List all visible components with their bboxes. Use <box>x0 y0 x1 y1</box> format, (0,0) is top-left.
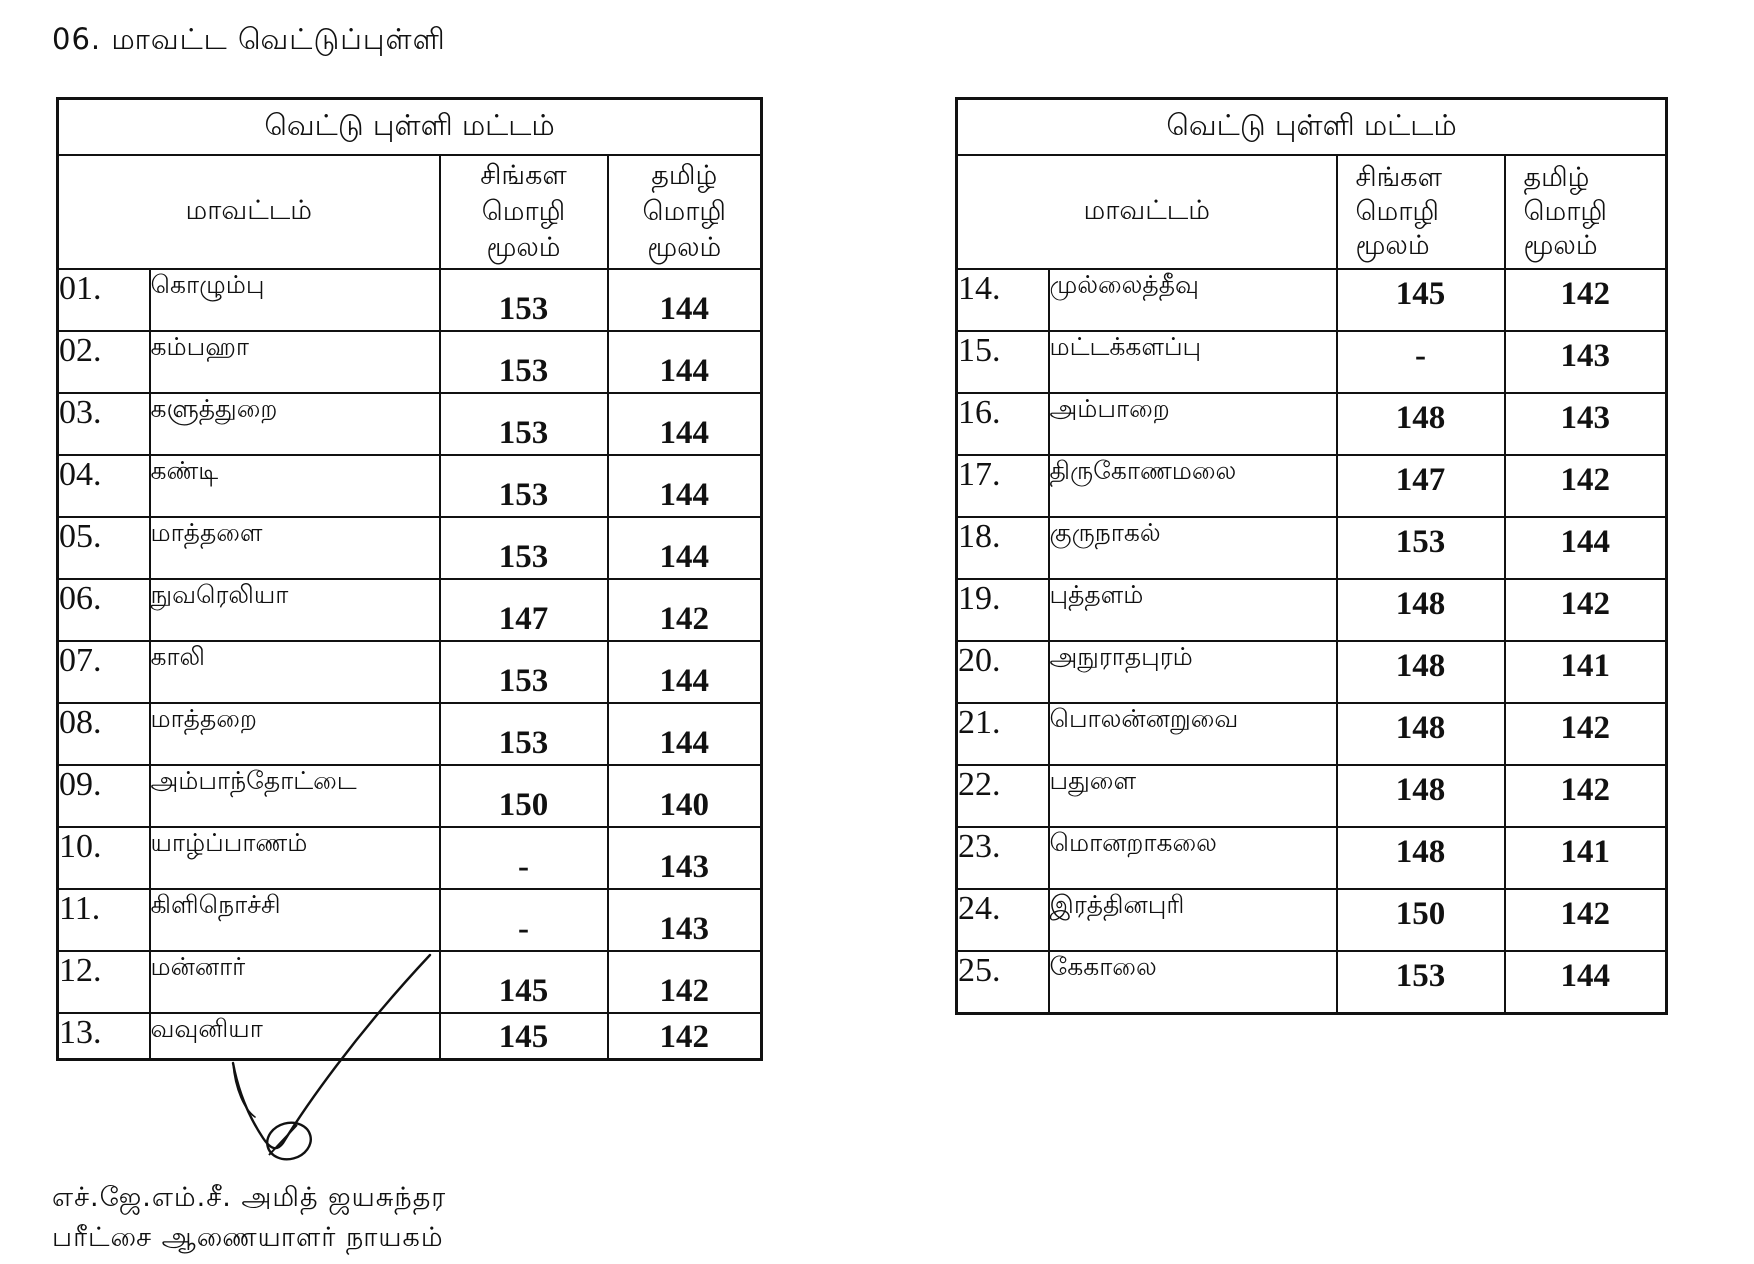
sinhala-cutoff-value: 148 <box>1337 579 1505 641</box>
district-name: யாழ்ப்பாணம் <box>150 827 440 889</box>
table-title: வெட்டு புள்ளி மட்டம் <box>58 99 762 156</box>
signature-mark <box>225 945 455 1175</box>
tamil-cutoff-value: 144 <box>608 455 762 517</box>
row-number: 20. <box>957 641 1049 703</box>
sinhala-cutoff-value: 153 <box>440 455 608 517</box>
tamil-cutoff-value: 144 <box>608 641 762 703</box>
district-name: காலி <box>150 641 440 703</box>
district-name: மாத்தளை <box>150 517 440 579</box>
table-row <box>957 889 1667 951</box>
district-name: கேகாலை <box>1049 951 1337 1013</box>
table-row <box>58 517 762 579</box>
row-number: 15. <box>957 331 1049 393</box>
tamil-cutoff-value: 142 <box>608 579 762 641</box>
district-name: இரத்தினபுரி <box>1049 889 1337 951</box>
table-row <box>957 703 1667 765</box>
cutoff-table-right <box>955 97 1668 1015</box>
header-line: தமிழ் <box>1523 162 1590 193</box>
row-number: 14. <box>957 269 1049 331</box>
row-number: 10. <box>58 827 150 889</box>
table-row <box>58 889 762 951</box>
table-row <box>957 641 1667 703</box>
header-line: மூலம் <box>1355 230 1430 261</box>
tamil-cutoff-value: 142 <box>1505 703 1667 765</box>
district-name: அம்பாந்தோட்டை <box>150 765 440 827</box>
sinhala-cutoff-value: 145 <box>440 1013 608 1059</box>
sinhala-cutoff-value: - <box>440 889 608 951</box>
signatory-block <box>52 1178 446 1258</box>
tamil-cutoff-value: 142 <box>608 1013 762 1059</box>
district-name: நுவரெலியா <box>150 579 440 641</box>
table-row <box>957 269 1667 331</box>
table-row <box>957 517 1667 579</box>
header-line: மொழி <box>1355 196 1439 227</box>
district-name: மாத்தறை <box>150 703 440 765</box>
district-name: கொழும்பு <box>150 269 440 331</box>
sinhala-cutoff-value: 147 <box>440 579 608 641</box>
district-name: பொலன்னறுவை <box>1049 703 1337 765</box>
tamil-cutoff-value: 142 <box>608 951 762 1013</box>
header-line: மொழி <box>642 196 726 227</box>
row-number: 17. <box>957 455 1049 517</box>
tamil-cutoff-value: 144 <box>1505 517 1667 579</box>
sinhala-cutoff-value: 153 <box>440 517 608 579</box>
tamil-cutoff-value: 143 <box>608 827 762 889</box>
row-number: 24. <box>957 889 1049 951</box>
sinhala-cutoff-value: 150 <box>440 765 608 827</box>
tamil-cutoff-value: 144 <box>608 517 762 579</box>
row-number: 11. <box>58 889 150 951</box>
row-number: 21. <box>957 703 1049 765</box>
row-number: 13. <box>58 1013 150 1059</box>
table-row <box>957 455 1667 517</box>
row-number: 06. <box>58 579 150 641</box>
sinhala-cutoff-value: 150 <box>1337 889 1505 951</box>
tamil-cutoff-value: 142 <box>1505 269 1667 331</box>
tamil-cutoff-value: 142 <box>1505 455 1667 517</box>
row-number: 04. <box>58 455 150 517</box>
row-number: 18. <box>957 517 1049 579</box>
sinhala-cutoff-value: 153 <box>1337 517 1505 579</box>
sinhala-cutoff-value: 153 <box>440 331 608 393</box>
cutoff-table-left <box>56 97 763 1061</box>
district-name: கம்பஹா <box>150 331 440 393</box>
sinhala-cutoff-value: 153 <box>440 393 608 455</box>
row-number: 07. <box>58 641 150 703</box>
district-column-header: மாவட்டம் <box>58 155 440 269</box>
district-name: திருகோணமலை <box>1049 455 1337 517</box>
table-row <box>58 641 762 703</box>
district-name: மன்னார் <box>150 951 440 1013</box>
signatory-title: பரீட்சை ஆணையாளர் நாயகம் <box>52 1222 444 1253</box>
table-row <box>957 331 1667 393</box>
tamil-cutoff-value: 144 <box>608 703 762 765</box>
row-number: 03. <box>58 393 150 455</box>
header-line: மொழி <box>481 196 566 227</box>
header-line: மூலம் <box>486 232 561 263</box>
row-number: 19. <box>957 579 1049 641</box>
signatory-name: எச்.ஜே.எம்.சீ. அமித் ஜயசுந்தர <box>52 1182 447 1213</box>
sinhala-cutoff-value: 148 <box>1337 703 1505 765</box>
row-number: 09. <box>58 765 150 827</box>
row-number: 01. <box>58 269 150 331</box>
table-row <box>58 827 762 889</box>
district-name: களுத்துறை <box>150 393 440 455</box>
tamil-cutoff-value: 143 <box>608 889 762 951</box>
table-row <box>58 331 762 393</box>
district-name: வவுனியா <box>150 1013 440 1059</box>
sinhala-cutoff-value: 145 <box>440 951 608 1013</box>
row-number: 02. <box>58 331 150 393</box>
table-row <box>957 951 1667 1013</box>
header-line: தமிழ் <box>651 160 718 191</box>
row-number: 05. <box>58 517 150 579</box>
sinhala-cutoff-value: 147 <box>1337 455 1505 517</box>
tamil-cutoff-value: 141 <box>1505 641 1667 703</box>
district-name: அம்பாறை <box>1049 393 1337 455</box>
table-row <box>957 393 1667 455</box>
table-row <box>957 579 1667 641</box>
district-name: மட்டக்களப்பு <box>1049 331 1337 393</box>
tamil-cutoff-value: 143 <box>1505 393 1667 455</box>
header-line: மூலம் <box>1523 230 1598 261</box>
sinhala-cutoff-value: 145 <box>1337 269 1505 331</box>
district-name: முல்லைத்தீவு <box>1049 269 1337 331</box>
table-row <box>957 827 1667 889</box>
sinhala-cutoff-value: 148 <box>1337 641 1505 703</box>
row-number: 08. <box>58 703 150 765</box>
table-row <box>58 579 762 641</box>
tamil-cutoff-value: 140 <box>608 765 762 827</box>
tamil-cutoff-value: 142 <box>1505 889 1667 951</box>
row-number: 23. <box>957 827 1049 889</box>
district-name: மொனறாகலை <box>1049 827 1337 889</box>
sinhala-cutoff-value: - <box>440 827 608 889</box>
table-title: வெட்டு புள்ளி மட்டம் <box>957 99 1667 156</box>
tamil-cutoff-value: 144 <box>608 393 762 455</box>
table-row <box>58 765 762 827</box>
row-number: 12. <box>58 951 150 1013</box>
row-number: 16. <box>957 393 1049 455</box>
tamil-cutoff-value: 144 <box>608 331 762 393</box>
district-name: பதுளை <box>1049 765 1337 827</box>
tamil-cutoff-value: 144 <box>608 269 762 331</box>
sinhala-cutoff-value: 153 <box>440 703 608 765</box>
tamil-cutoff-value: 142 <box>1505 579 1667 641</box>
district-name: புத்தளம் <box>1049 579 1337 641</box>
district-column-header: மாவட்டம் <box>957 155 1337 269</box>
tamil-medium-column-header <box>608 155 762 269</box>
page-heading: 06. மாவட்ட வெட்டுப்புள்ளி <box>52 22 446 56</box>
sinhala-cutoff-value: 148 <box>1337 765 1505 827</box>
header-line: சிங்கள <box>1355 162 1442 193</box>
sinhala-cutoff-value: - <box>1337 331 1505 393</box>
row-number: 22. <box>957 765 1049 827</box>
sinhala-cutoff-value: 153 <box>440 641 608 703</box>
table-row <box>58 393 762 455</box>
row-number: 25. <box>957 951 1049 1013</box>
tamil-cutoff-value: 144 <box>1505 951 1667 1013</box>
district-name: அநுராதபுரம் <box>1049 641 1337 703</box>
table-row <box>957 765 1667 827</box>
table-row <box>58 703 762 765</box>
header-line: சிங்கள <box>480 160 567 191</box>
sinhala-cutoff-value: 148 <box>1337 827 1505 889</box>
sinhala-cutoff-value: 148 <box>1337 393 1505 455</box>
sinhala-cutoff-value: 153 <box>440 269 608 331</box>
district-name: குருநாகல் <box>1049 517 1337 579</box>
table-row <box>58 269 762 331</box>
header-line: மூலம் <box>647 232 722 263</box>
district-name: கண்டி <box>150 455 440 517</box>
tamil-cutoff-value: 141 <box>1505 827 1667 889</box>
sinhala-cutoff-value: 153 <box>1337 951 1505 1013</box>
tamil-medium-column-header <box>1505 155 1667 269</box>
header-line: மொழி <box>1523 196 1607 227</box>
table-row <box>58 455 762 517</box>
district-name: கிளிநொச்சி <box>150 889 440 951</box>
sinhala-medium-column-header <box>440 155 608 269</box>
tamil-cutoff-value: 143 <box>1505 331 1667 393</box>
tamil-cutoff-value: 142 <box>1505 765 1667 827</box>
sinhala-medium-column-header <box>1337 155 1505 269</box>
